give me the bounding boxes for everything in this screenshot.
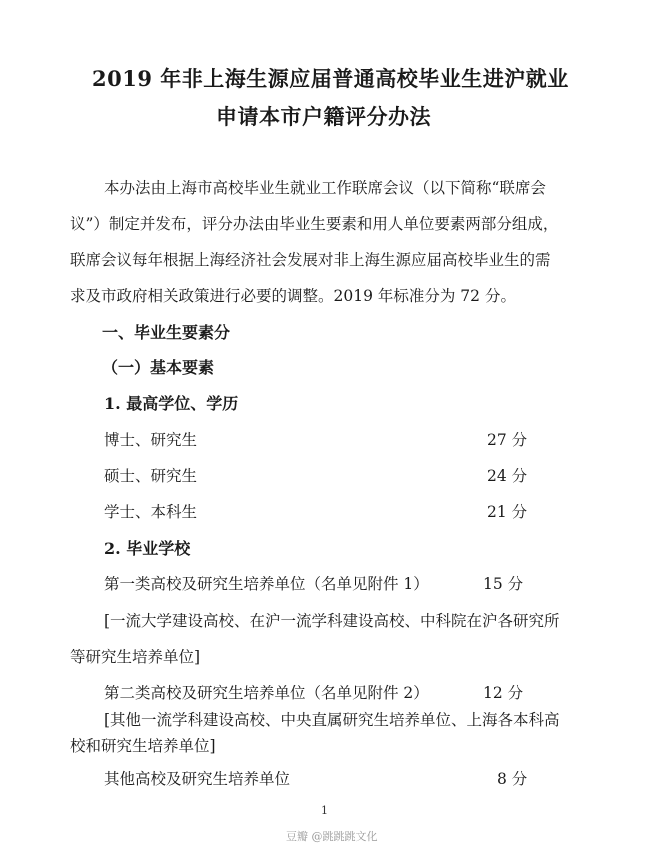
- degree-row-label: 硕士、研究生: [104, 467, 198, 485]
- school-class1-label: 第一类高校及研究生培养单位（名单见附件 1）: [104, 575, 429, 593]
- item2-heading: 2. 毕业学校: [104, 539, 191, 558]
- watermark: 豆瓣 @跳跳跳文化: [286, 830, 378, 843]
- intro-line-3: 联席会议每年根据上海经济社会发展对非上海生源应届高校毕业生的需: [70, 251, 551, 269]
- degree-row-label: 学士、本科生: [104, 503, 198, 521]
- school-class2-score: 12 分: [483, 684, 524, 702]
- subsection-heading: （一）基本要素: [102, 358, 215, 377]
- section-heading: 一、毕业生要素分: [102, 323, 231, 342]
- school-class2-note-2: 校和研究生培养单位]: [70, 737, 216, 755]
- school-class1-note-1: [一流大学建设高校、在沪一流学科建设高校、中科院在沪各研究所: [104, 612, 560, 630]
- degree-row-score: 21 分: [487, 503, 528, 521]
- doc-title-line1: 2019 年非上海生源应届普通高校毕业生进沪就业: [92, 66, 569, 91]
- school-other-score: 8 分: [497, 770, 528, 788]
- item1-heading: 1. 最高学位、学历: [104, 394, 239, 413]
- intro-line-4: 求及市政府相关政策进行必要的调整。2019 年标准分为 72 分。: [70, 287, 516, 305]
- intro-line-1: 本办法由上海市高校毕业生就业工作联席会议（以下简称“联席会: [104, 179, 546, 197]
- school-class2-note-1: [其他一流学科建设高校、中央直属研究生培养单位、上海各本科高: [104, 711, 560, 729]
- intro-line-2: 议”）制定并发布，评分办法由毕业生要素和用人单位要素两部分组成，: [70, 215, 559, 233]
- school-class1-score: 15 分: [483, 575, 524, 593]
- doc-title-line2: 申请本市户籍评分办法: [216, 104, 431, 129]
- school-class1-note-2: 等研究生培养单位]: [70, 648, 201, 666]
- degree-row-score: 24 分: [487, 467, 528, 485]
- degree-row-label: 博士、研究生: [104, 431, 198, 449]
- degree-row-score: 27 分: [487, 431, 528, 449]
- page-number: 1: [321, 804, 328, 817]
- school-other-label: 其他高校及研究生培养单位: [104, 770, 291, 788]
- school-class2-label: 第二类高校及研究生培养单位（名单见附件 2）: [104, 684, 429, 702]
